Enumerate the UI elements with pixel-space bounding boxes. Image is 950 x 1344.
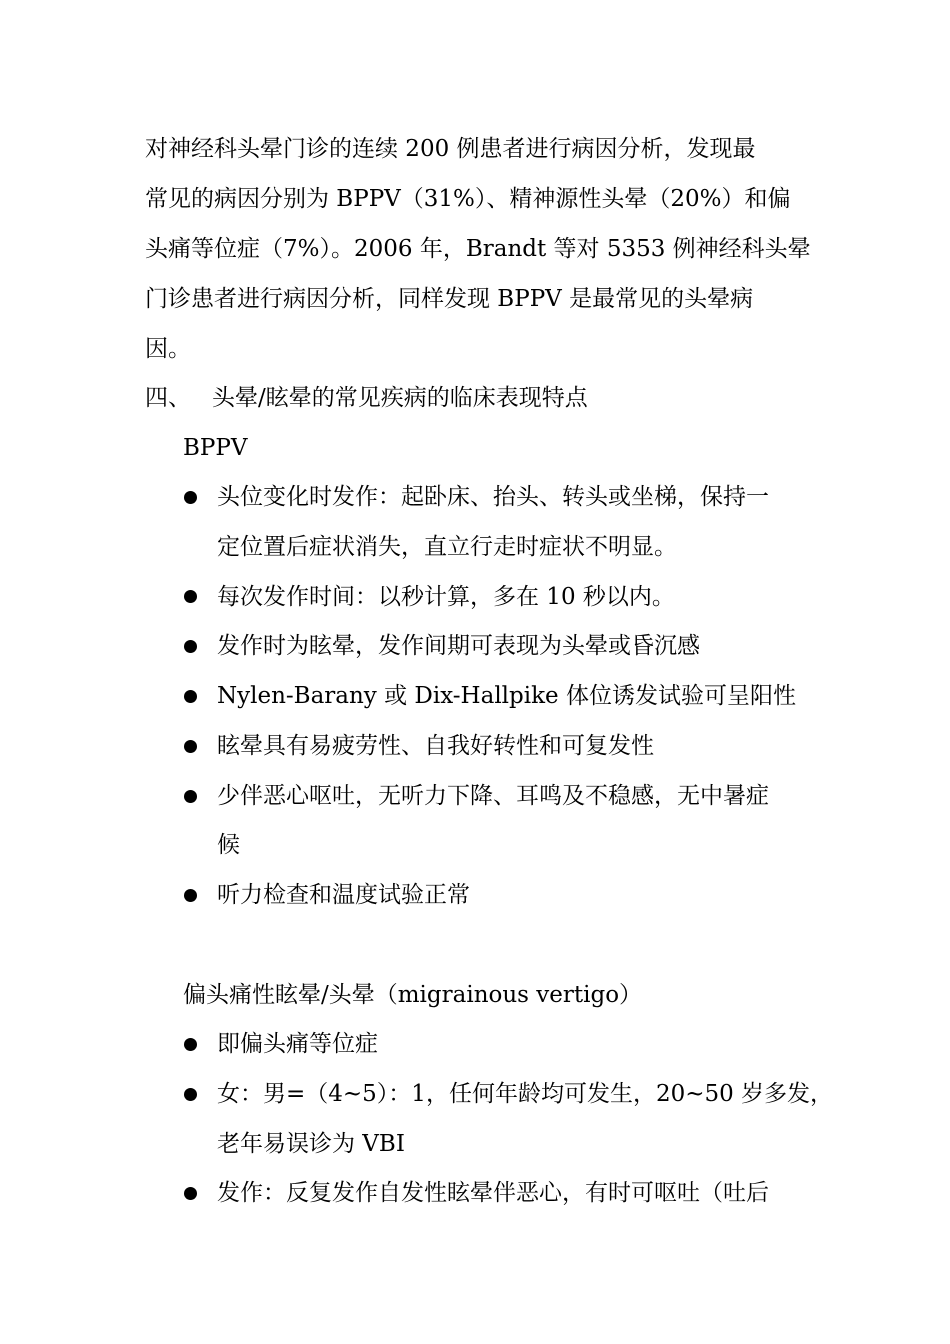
intro-line-2: 常见的病因分别为 BPPV（31%）、精神源性头晕（20%）和偏 (145, 186, 791, 212)
bppv-item-2: 每次发作时间：以秒计算，多在 10 秒以内。 (217, 584, 675, 610)
intro-line-4: 门诊患者进行病因分析，同样发现 BPPV 是最常见的头晕病 (145, 286, 754, 312)
bullet-icon (184, 590, 197, 603)
bppv-item-6-line-1: 少伴恶心呕吐，无听力下降、耳鸣及不稳感，无中暑症 (217, 783, 769, 809)
bullet-icon (184, 1187, 197, 1200)
bppv-item-6-line-2: 候 (217, 832, 240, 858)
bppv-item-3: 发作时为眩晕，发作间期可表现为头晕或昏沉感 (217, 633, 700, 659)
migraine-item-2-line-1: 女：男=（4~5）：1，任何年龄均可发生，20~50 岁多发， (217, 1081, 834, 1107)
bullet-icon (184, 740, 197, 753)
migraine-item-2-line-2: 老年易误诊为 VBI (217, 1131, 405, 1157)
bppv-item-7: 听力检查和温度试验正常 (217, 882, 470, 908)
section-number: 四、 (145, 385, 191, 411)
bppv-item-1-line-2: 定位置后症状消失，直立行走时症状不明显。 (217, 534, 677, 560)
bppv-item-1-line-1: 头位变化时发作：起卧床、抬头、转头或坐梯，保持一 (217, 484, 769, 510)
bullet-icon (184, 1088, 197, 1101)
bullet-icon (184, 690, 197, 703)
migraine-item-3: 发作：反复发作自发性眩晕伴恶心，有时可呕吐（吐后 (217, 1180, 769, 1206)
bppv-item-5: 眩晕具有易疲劳性、自我好转性和可复发性 (217, 733, 654, 759)
bullet-icon (184, 1038, 197, 1051)
bppv-heading: BPPV (183, 435, 248, 461)
intro-line-3: 头痛等位症（7%）。2006 年，Brandt 等对 5353 例神经科头晕 (145, 236, 811, 262)
section-title: 头晕/眩晕的常见疾病的临床表现特点 (212, 385, 588, 411)
intro-line-5: 因。 (145, 336, 191, 362)
intro-line-1: 对神经科头晕门诊的连续 200 例患者进行病因分析，发现最 (145, 136, 756, 162)
bullet-icon (184, 889, 197, 902)
bullet-icon (184, 640, 197, 653)
migraine-item-1: 即偏头痛等位症 (217, 1031, 378, 1057)
bullet-icon (184, 790, 197, 803)
migraine-heading: 偏头痛性眩晕/头晕（migrainous vertigo） (183, 982, 643, 1008)
bullet-icon (184, 491, 197, 504)
bppv-item-4: Nylen-Barany 或 Dix-Hallpike 体位诱发试验可呈阳性 (217, 683, 796, 709)
